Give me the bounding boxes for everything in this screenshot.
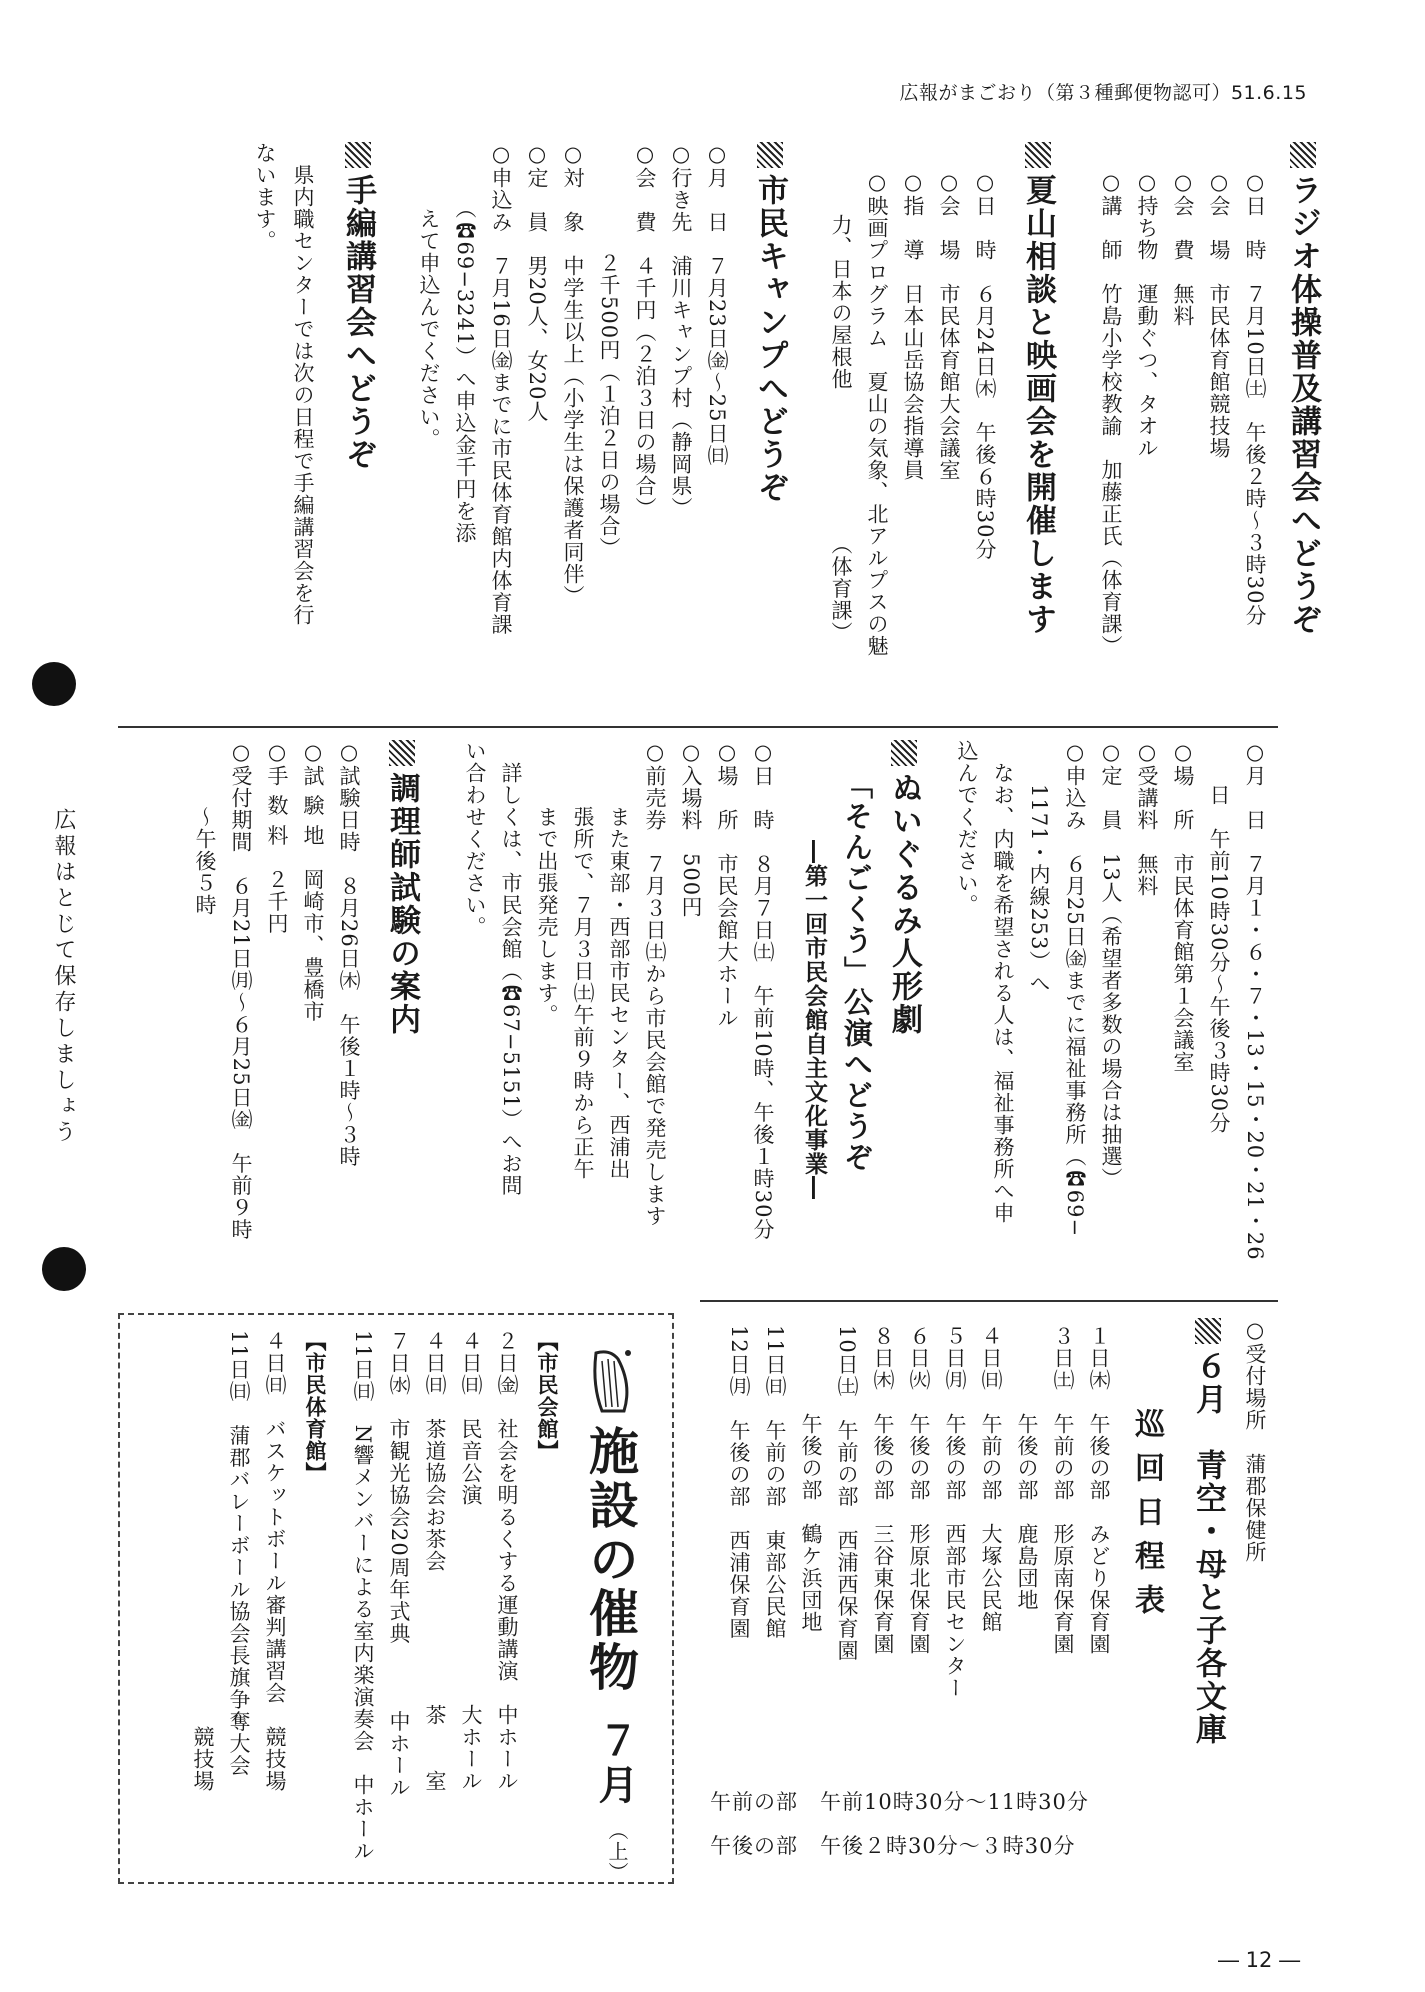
chourishi-line: ○試験日時 ８月26日㈭ 午後１時〜３時 bbox=[337, 740, 361, 1168]
chourishi-title: 調理師試験の案内 bbox=[386, 740, 417, 1036]
natsuyama-line: 力、日本の屋根他 （体育課） bbox=[829, 170, 853, 644]
nuigurumi-line: い合わせください。 bbox=[463, 740, 487, 938]
binding-hole-bottom bbox=[42, 1247, 86, 1291]
camp-title: 市民キャンプへどうぞ bbox=[754, 142, 785, 504]
teami-detail-line: ○月 日 ７月１・６・７・13・15・20・21・26 bbox=[1243, 740, 1267, 1261]
publication-header: 広報がまごおり（第３種郵便物認可）51.6.15 bbox=[899, 82, 1307, 104]
natsuyama-line: ○指 導 日本山岳協会指導員 bbox=[901, 170, 925, 481]
camp-line: ２千500円（１泊２日の場合） bbox=[597, 142, 621, 560]
events-month: ７月 bbox=[592, 1720, 638, 1808]
bunko-row: ８日㈭ 午後の部 三谷東保育園 bbox=[871, 1325, 895, 1655]
nuigurumi-line: ○前売券 ７月３日㈯から市民会館で発売します bbox=[643, 740, 667, 1227]
bunko-title: ６月 青空・母と子各文庫 bbox=[1192, 1318, 1223, 1746]
natsuyama-line: ○日 時 ６月24日㈭ 午後６時30分 bbox=[973, 170, 997, 561]
page-number: ― 12 ― bbox=[1218, 1948, 1301, 1972]
radio-line: ○会 費 無料 bbox=[1171, 170, 1195, 327]
bunko-row: ６日㈫ 午後の部 形原北保育園 bbox=[907, 1325, 931, 1655]
bunko-row: ５日㈪ 午後の部 西部市民センター bbox=[943, 1325, 967, 1699]
bunko-row: ３日㈯ 午前の部 形原南保育園 bbox=[1051, 1325, 1075, 1655]
events-half: （上） bbox=[605, 1820, 629, 1883]
chourishi-line: ○試 験 地 岡崎市、豊橋市 bbox=[301, 740, 325, 1023]
chourishi-line: ○手 数 料 ２千円 bbox=[265, 740, 289, 935]
chourishi-line: ○受付期間 ６月21日㈪〜６月25日㈮ 午前９時 bbox=[229, 740, 253, 1241]
teami-detail-line: ○申込み ６月25日㈮までに福祉事務所（☎69− bbox=[1063, 740, 1087, 1238]
bunko-row: 午後の部 鹿島団地 bbox=[1015, 1325, 1039, 1611]
bunko-row: 11日㈰ 午前の部 東部公民館 bbox=[763, 1325, 787, 1640]
nuigurumi-line: ○日 時 ８月７日㈯ 午前10時、午後１時30分 bbox=[751, 740, 775, 1241]
harp-icon bbox=[588, 1345, 636, 1419]
teami-detail-line: 込んでください。 bbox=[955, 740, 979, 916]
camp-line: ○会 費 ４千円（２泊３日の場合） bbox=[633, 142, 657, 519]
events-kaikan-row: ２日㈮ 社会を明るくする運動講演 中ホール bbox=[495, 1330, 519, 1792]
bunko-divider bbox=[700, 1300, 1278, 1302]
events-taiikukan-row: ４日㈰ バスケットボール審判講習会 競技場 bbox=[263, 1330, 287, 1792]
events-kaikan-row: ７日㈬ 市観光協会20周年式典 中ホール bbox=[387, 1330, 411, 1799]
nuigurumi-line: 張所で、７月３日㈯午前９時から正午 bbox=[571, 740, 595, 1180]
events-kaikan-label: 【市民会館】 bbox=[535, 1330, 559, 1462]
side-note: 広報はとじて保存しましょう bbox=[51, 808, 76, 1146]
camp-line: ○申込み ７月16日㈮までに市民体育館内体育課 bbox=[489, 142, 513, 636]
chourishi-line: 〜午後５時 bbox=[193, 740, 217, 916]
camp-line: ○行き先 浦川キャンプ村（静岡県） bbox=[669, 142, 693, 519]
nuigurumi-title-2: 「そんごくう」公演へどうぞ bbox=[840, 770, 874, 1173]
radio-title: ラジオ体操普及講習会へどうぞ bbox=[1287, 142, 1318, 636]
bunko-time-am: 午前の部 午前10時30分〜11時30分 bbox=[710, 1790, 1089, 1814]
bunko-row: 12日㈪ 午後の部 西浦保育園 bbox=[727, 1325, 751, 1640]
teami-title: 手編講習会へどうぞ bbox=[342, 142, 373, 471]
camp-line: （☎69−3241）へ申込金千円を添 bbox=[453, 142, 477, 545]
bunko-row: 午後の部 鶴ケ浜団地 bbox=[799, 1325, 823, 1633]
camp-line: ○対 象 中学生以上（小学生は保護者同伴） bbox=[561, 142, 585, 607]
top-divider bbox=[118, 726, 1278, 728]
natsuyama-title: 夏山相談と映画会を開催します bbox=[1022, 142, 1053, 636]
nuigurumi-line: ○場 所 市民会館大ホール bbox=[715, 740, 739, 1029]
teami-detail-line: ○場 所 市民体育館第１会議室 bbox=[1171, 740, 1195, 1073]
nuigurumi-subtitle: ―第一回市民会館自主文化事業― bbox=[801, 840, 827, 1200]
nuigurumi-line: ○入場料 500円 bbox=[679, 740, 703, 919]
radio-line: ○講 師 竹島小学校教諭 加藤正氏（体育課） bbox=[1099, 170, 1123, 657]
events-kaikan-row: 11日㈰ N響メンバーによる室内楽演奏会 中ホール bbox=[351, 1330, 375, 1863]
events-taiikukan-row: 競技場 bbox=[191, 1330, 215, 1792]
bunko-row: １日㈭ 午後の部 みどり保育園 bbox=[1087, 1325, 1111, 1655]
teami-detail-line: 日 午前10時30分〜午後３時30分 bbox=[1207, 740, 1231, 1135]
camp-line: えて申込んでください。 bbox=[417, 142, 441, 450]
events-taiikukan-row: 11日㈰ 蒲郡バレーボール協会長旗争奪大会 bbox=[227, 1330, 251, 1777]
radio-line: ○持ち物 運動ぐつ、タオル bbox=[1135, 170, 1159, 459]
chourishi-line: ○受付場所 蒲郡保健所 bbox=[1243, 1318, 1267, 1563]
natsuyama-line: ○会 場 市民体育館大会議室 bbox=[937, 170, 961, 481]
events-title: 施設の催物 bbox=[581, 1425, 639, 1695]
natsuyama-line: ○映画プログラム 夏山の気象、北アルプスの魅 bbox=[865, 170, 889, 657]
events-kaikan-row: ４日㈰ 茶道協会お茶会 茶 室 bbox=[423, 1330, 447, 1792]
nuigurumi-title: ぬいぐるみ人形劇 bbox=[888, 740, 919, 1036]
camp-line: ○定 員 男20人、女20人 bbox=[525, 142, 549, 423]
radio-line: ○日 時 ７月10日㈯ 午後２時〜３時30分 bbox=[1243, 170, 1267, 627]
teami-detail-line: 1171・内線253）へ bbox=[1027, 740, 1051, 995]
teami-line: 県内職センターでは次の日程で手編講習会を行 bbox=[291, 142, 315, 626]
radio-line: ○会 場 市民体育館競技場 bbox=[1207, 170, 1231, 459]
camp-line: ○月 日 ７月23日㈮〜25日㈰ bbox=[705, 142, 729, 467]
nuigurumi-line: 詳しくは、市民会館（☎67−5151）へお問 bbox=[499, 740, 523, 1197]
bunko-subtitle: 巡回日程表 bbox=[1129, 1408, 1164, 1628]
bunko-row: 10日㈯ 午前の部 西浦西保育園 bbox=[835, 1325, 859, 1662]
bunko-row: ４日㈰ 午前の部 大塚公民館 bbox=[979, 1325, 1003, 1633]
teami-detail-line: ○受講料 無料 bbox=[1135, 740, 1159, 897]
bunko-time-pm: 午後の部 午後２時30分〜３時30分 bbox=[710, 1834, 1076, 1858]
events-kaikan-row: ４日㈰ 民音公演 大ホール bbox=[459, 1330, 483, 1792]
nuigurumi-line: まで出張発売します。 bbox=[535, 740, 559, 1026]
nuigurumi-line: また東部・西部市民センター、西浦出 bbox=[607, 740, 631, 1180]
teami-detail-line: なお、内職を希望される人は、福祉事務所へ申 bbox=[991, 740, 1015, 1224]
teami-detail-line: ○定 員 13人（希望者多数の場合は抽選） bbox=[1099, 740, 1123, 1190]
binding-hole-top bbox=[32, 662, 76, 706]
teami-line: ないます。 bbox=[253, 142, 277, 252]
events-taiikukan-label: 【市民体育館】 bbox=[303, 1330, 327, 1484]
